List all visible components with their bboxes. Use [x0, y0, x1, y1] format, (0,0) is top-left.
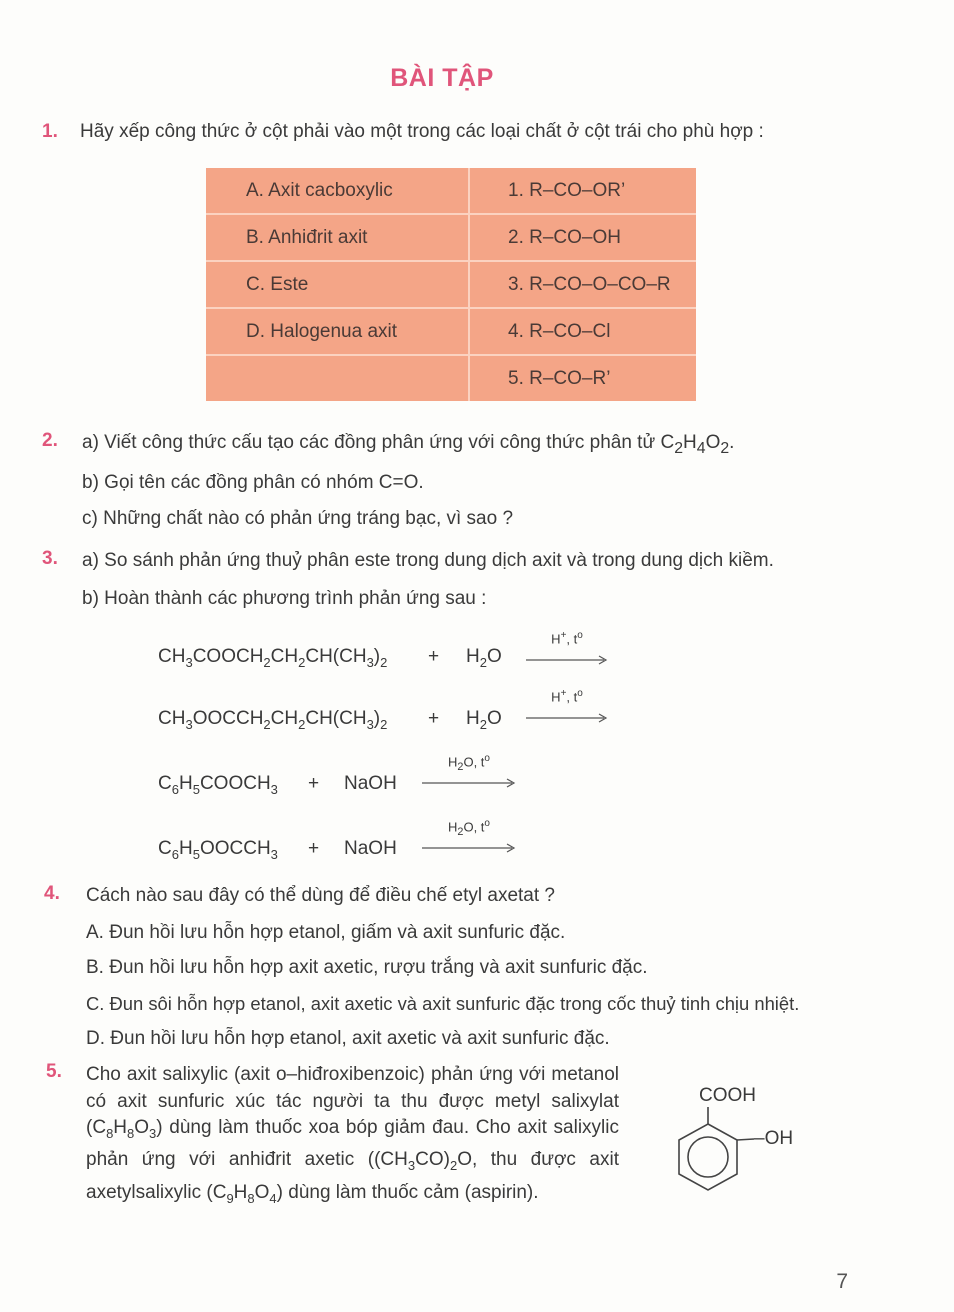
question-1 [42, 121, 764, 143]
question-5 [46, 1061, 62, 1083]
question-2a-text: a) Viết công thức cấu tạo các đồng phân ứng với công thức phân tử [82, 432, 656, 453]
table-cell-left: B. Anhiđrit axit [206, 214, 469, 261]
question-number: 5. [46, 1061, 62, 1082]
option-c: C. Đun sôi hỗn hợp etanol, axit axetic và axit sunfuric đặc trong cốc thuỷ tinh chịu nhiệt. [86, 993, 800, 1014]
formula: $C_8H_8O_3$ [92, 1117, 157, 1141]
oh-label: –OH [754, 1128, 794, 1149]
question-4 [44, 883, 60, 905]
question-3a: a) So sánh phản ứng thuỷ phân este trong dung dịch axit và trong dung dịch kiềm. [82, 550, 774, 571]
reaction-arrow [422, 818, 516, 850]
question-3 [42, 548, 58, 570]
salicylic-acid-structure [670, 1082, 810, 1202]
reactant: $CH_3COOCH_2CH_2CH(CH_3)_2$ [158, 646, 388, 670]
table-row [206, 308, 696, 355]
question-4-text: Cách nào sau đây có thể dùng để điều chế etyl axetat ? [86, 885, 555, 906]
question-3b: b) Hoàn thành các phương trình phản ứng sau : [82, 588, 487, 609]
plus-sign: + [308, 838, 320, 859]
arrow-icon [526, 712, 608, 724]
equation-4 [158, 838, 278, 862]
table-cell-left: C. Este [206, 261, 469, 308]
table-cell-right: 5. R–CO–R’ [508, 367, 611, 389]
arrow-icon [526, 654, 608, 666]
table-row [206, 355, 696, 401]
arrow-condition: H+, $t^o$ [551, 688, 583, 705]
option-a: A. Đun hồi lưu hỗn hợp etanol, giấm và axit sunfuric đặc. [86, 922, 566, 943]
table-row [206, 261, 696, 308]
formula: $C_9H_8O_4$ [212, 1181, 277, 1206]
equation-1 [158, 646, 387, 670]
question-1-text: Hãy xếp công thức ở cột phải vào một trong các loại chất ở cột trái cho phù hợp : [80, 121, 764, 142]
equation-2 [158, 708, 387, 732]
arrow-icon [422, 777, 516, 789]
reactant: $C_6H_5OOCCH_3$ [158, 838, 278, 862]
question-5-text: Cho axit salixylic (axit o–hiđroxibenzoic) phản ứng với metanol có axit sunfuric xúc tác người ta thu được metyl salixylat $(C_8H_8O_3)$ dùng làm thuốc xoa bóp giảm đau. Cho axit salixylic phản ứng với anhiđrit axetic ($(CH_3CO)_2O$, thu được axit axetylsalixylic $(C_9H_8O_4)$ dùng làm thuốc cảm (aspirin). [86, 1064, 619, 1206]
arrow-condition: $H_2O$, $t^o$ [448, 818, 490, 838]
arrow-condition: H+, $t^o$ [551, 630, 583, 647]
table-cell-left: D. Halogenua axit [206, 308, 469, 355]
matching-table [206, 168, 696, 401]
table-cell-right: 1. R–CO–OR’ [469, 168, 696, 214]
benzene-ring-icon [670, 1082, 810, 1202]
page-title: BÀI TẬP [390, 64, 494, 92]
table-cell-left: A. Axit cacboxylic [206, 168, 469, 214]
question-number: 3. [42, 548, 58, 569]
page-number: 7 [836, 1270, 848, 1293]
question-2b: b) Gọi tên các đồng phân có nhóm C=O. [82, 472, 424, 493]
table-row [206, 168, 696, 214]
plus-sign: + [428, 646, 440, 667]
reagent: $H_2O$ [466, 708, 502, 732]
option-b: B. Đun hồi lưu hỗn hợp axit axetic, rượu trắng và axit sunfuric đặc. [86, 957, 648, 978]
formula: $(CH_3CO)_2O$ [374, 1149, 472, 1174]
question-number: 4. [44, 883, 60, 904]
question-number: 2. [42, 430, 58, 451]
plus-sign: + [428, 708, 440, 729]
question-number: 1. [42, 121, 58, 142]
formula: $C_2H_4O_2$ [660, 432, 730, 457]
plus-sign: + [308, 773, 320, 794]
table-cell-right: 4. R–CO–Cl [469, 308, 696, 355]
question-2c: c) Những chất nào có phản ứng tráng bạc, vì sao ? [82, 508, 514, 529]
arrow-condition: $H_2O$, $t^o$ [448, 753, 490, 773]
reaction-arrow [526, 630, 608, 662]
reactant: $C_6H_5COOCH_3$ [158, 773, 278, 797]
cooh-label: COOH [699, 1085, 756, 1106]
table-cell-right: 3. R–CO–O–CO–R [469, 261, 696, 308]
table-cell-left [206, 355, 469, 401]
reagent: NaOH [344, 838, 397, 859]
option-d: D. Đun hồi lưu hỗn hợp etanol, axit axetic và axit sunfuric đặc. [86, 1028, 610, 1049]
reaction-arrow [422, 753, 516, 785]
reaction-arrow [526, 688, 608, 720]
table-cell-right: 2. R–CO–OH [469, 214, 696, 261]
reagent: $H_2O$ [466, 646, 502, 670]
arrow-icon [422, 842, 516, 854]
reactant: $CH_3OOCCH_2CH_2CH(CH_3)_2$ [158, 708, 388, 732]
reagent: NaOH [344, 773, 397, 794]
table-row [206, 214, 696, 261]
question-2 [42, 430, 58, 452]
equation-3 [158, 773, 278, 797]
question-2a: a) Viết công thức cấu tạo các đồng phân ứng với công thức phân tử $C_2H_4O_2$. [82, 432, 735, 457]
